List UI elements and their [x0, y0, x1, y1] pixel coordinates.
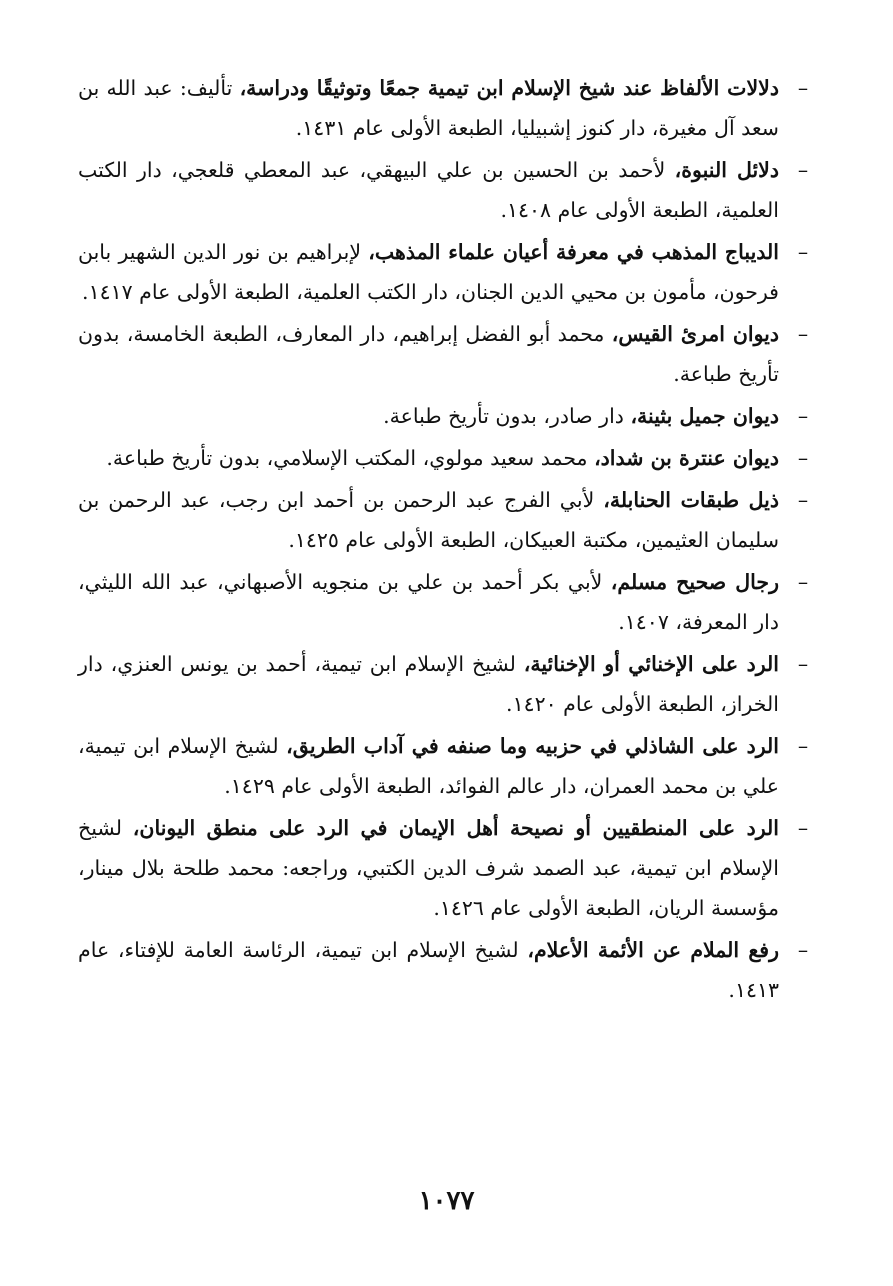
entry-dash: –	[797, 938, 809, 962]
bibliography-entry	[78, 480, 813, 560]
entry-dash: –	[797, 488, 809, 512]
entry-dash: –	[797, 76, 809, 100]
entry-dash: –	[797, 322, 809, 346]
entry-details: لأحمد بن الحسين بن علي البيهقي، عبد المعطي قلعجي، دار الكتب العلمية، الطبعة الأولى عام ١٤٠٨.	[78, 158, 779, 222]
entry-title: دلالات الألفاظ عند شيخ الإسلام ابن تيمية جمعًا وتوثيقًا ودراسة،	[239, 76, 779, 100]
bibliography-entry	[78, 150, 813, 230]
entry-dash: –	[797, 158, 809, 182]
entry-dash: –	[797, 446, 809, 470]
entry-details: لشيخ الإسلام ابن تيمية، عبد الصمد شرف الدين الكتبي، وراجعه: محمد طلحة بلال مينار، مؤسسة الريان، الطبعة الأولى عام ١٤٢٦.	[78, 816, 779, 920]
entry-title: ذيل طبقات الحنابلة،	[603, 488, 779, 512]
entry-details: محمد أبو الفضل إبراهيم، دار المعارف، الطبعة الخامسة، بدون تأريخ طباعة.	[78, 322, 779, 386]
entry-title: ديوان عنترة بن شداد،	[594, 446, 779, 470]
bibliography-entry	[78, 930, 813, 1010]
entry-dash: –	[797, 652, 809, 676]
entry-details: لأبي الفرج عبد الرحمن بن أحمد ابن رجب، عبد الرحمن بن سليمان العثيمين، مكتبة العبيكان، الطبعة الأولى عام ١٤٢٥.	[78, 488, 779, 552]
bibliography-entry	[78, 314, 813, 394]
entry-details: تأليف: عبد الله بن سعد آل مغيرة، دار كنوز إشبيليا، الطبعة الأولى عام ١٤٣١.	[78, 76, 779, 140]
entry-details: محمد سعيد مولوي، المكتب الإسلامي، بدون تأريخ طباعة.	[106, 446, 595, 470]
bibliography-entry	[78, 562, 813, 642]
entry-title: الرد على الشاذلي في حزبيه وما صنفه في آداب الطريق،	[286, 734, 779, 758]
entry-title: رفع الملام عن الأئمة الأعلام،	[527, 938, 780, 962]
entry-dash: –	[797, 734, 809, 758]
bibliography-entry	[78, 438, 813, 478]
entry-title: رجال صحيح مسلم،	[610, 570, 779, 594]
bibliography-entry	[78, 644, 813, 724]
bibliography-entry	[78, 232, 813, 312]
entry-dash: –	[797, 240, 809, 264]
bibliography-entry	[78, 808, 813, 928]
entry-dash: –	[797, 570, 809, 594]
entry-dash: –	[797, 816, 809, 840]
entry-title: الديباج المذهب في معرفة أعيان علماء المذهب،	[368, 240, 779, 264]
entry-title: ديوان جميل بثينة،	[630, 404, 779, 428]
entry-details: لشيخ الإسلام ابن تيمية، أحمد بن يونس العنزي، دار الخراز، الطبعة الأولى عام ١٤٢٠.	[78, 652, 779, 716]
bibliography-entry	[78, 68, 813, 148]
entry-details: دار صادر، بدون تأريخ طباعة.	[383, 404, 631, 428]
entry-title: الرد على الإخنائي أو الإخنائية،	[523, 652, 779, 676]
entry-dash: –	[797, 404, 809, 428]
entry-details: لشيخ الإسلام ابن تيمية، علي بن محمد العمران، دار عالم الفوائد، الطبعة الأولى عام ١٤٢٩.	[78, 734, 779, 798]
entry-details: لإبراهيم بن نور الدين الشهير بابن فرحون، مأمون بن محيي الدين الجنان، دار الكتب العلمية، الطبعة الأولى عام ١٤١٧.	[78, 240, 779, 304]
entry-title: الرد على المنطقيين أو نصيحة أهل الإيمان في الرد على منطق اليونان،	[132, 816, 779, 840]
page-number: ١٠٧٧	[418, 1186, 475, 1216]
entry-details: لأبي بكر أحمد بن علي بن منجويه الأصبهاني، عبد الله الليثي، دار المعرفة، ١٤٠٧.	[78, 570, 779, 634]
bibliography-entry	[78, 396, 813, 436]
bibliography-entry	[78, 726, 813, 806]
bibliography-list	[78, 68, 813, 1012]
entry-details: لشيخ الإسلام ابن تيمية، الرئاسة العامة للإفتاء، عام ١٤١٣.	[78, 938, 779, 1002]
entry-title: ديوان امرئ القيس،	[611, 322, 779, 346]
entry-title: دلائل النبوة،	[674, 158, 780, 182]
